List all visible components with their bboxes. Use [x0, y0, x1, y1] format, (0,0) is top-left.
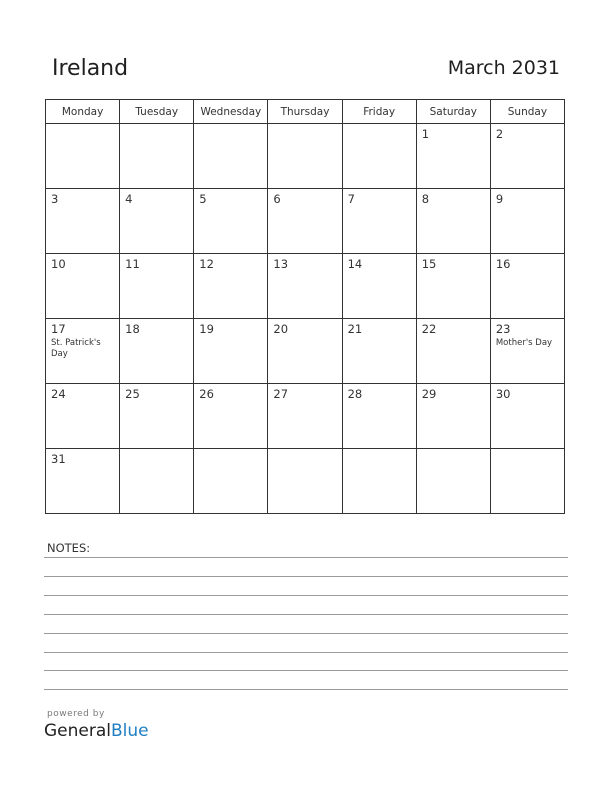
weekday-header: Wednesday	[194, 100, 268, 124]
calendar-day-cell	[416, 189, 490, 254]
day-number: 28	[347, 387, 363, 401]
note-line	[44, 595, 568, 596]
calendar-week-row	[46, 449, 565, 514]
calendar-day-cell	[46, 384, 120, 449]
day-number: 31	[51, 452, 66, 466]
note-line	[44, 633, 568, 634]
day-number: 4	[125, 192, 133, 206]
calendar-day-cell	[490, 124, 564, 189]
holiday-label: Mother's Day	[495, 338, 553, 348]
calendar-week-row	[46, 254, 565, 319]
calendar-week-row	[46, 124, 565, 189]
calendar-day-cell	[490, 189, 564, 254]
calendar-week-row	[46, 384, 565, 449]
calendar-day-cell	[416, 124, 490, 189]
calendar-day-cell	[46, 449, 120, 514]
calendar-day-cell	[120, 254, 194, 319]
calendar-day-cell	[342, 319, 416, 384]
day-number: 10	[51, 257, 66, 271]
note-line	[44, 557, 568, 558]
day-number: 16	[495, 257, 511, 271]
calendar-empty-cell	[46, 124, 120, 189]
day-number: 19	[199, 322, 214, 336]
day-number: 23	[495, 322, 511, 336]
note-line	[44, 652, 568, 653]
weekday-header: Saturday	[416, 100, 490, 124]
weekday-header: Thursday	[268, 100, 342, 124]
calendar-day-cell	[194, 384, 268, 449]
day-number: 26	[199, 387, 214, 401]
day-number: 1	[421, 127, 430, 141]
calendar-day-cell	[46, 254, 120, 319]
calendar-day-cell	[416, 384, 490, 449]
calendar-day-cell	[268, 254, 342, 319]
calendar-day-cell	[268, 189, 342, 254]
day-number: 11	[125, 257, 140, 271]
calendar-day-cell	[416, 319, 490, 384]
calendar-day-cell	[342, 189, 416, 254]
calendar-day-cell	[194, 254, 268, 319]
day-number: 29	[421, 387, 437, 401]
calendar-day-cell	[268, 384, 342, 449]
day-number: 18	[125, 322, 140, 336]
day-number: 30	[495, 387, 511, 401]
calendar-empty-cell	[120, 124, 194, 189]
calendar-day-cell	[416, 254, 490, 319]
day-number: 17	[51, 322, 66, 336]
note-line	[44, 576, 568, 577]
day-number: 22	[421, 322, 437, 336]
weekday-header: Sunday	[490, 100, 564, 124]
day-number: 21	[347, 322, 363, 336]
calendar-empty-cell	[342, 449, 416, 514]
day-number: 15	[421, 257, 437, 271]
day-number: 8	[421, 192, 430, 206]
weekday-header: Monday	[46, 100, 120, 124]
calendar-day-cell	[490, 384, 564, 449]
holiday-label: St. Patrick's Day	[51, 338, 101, 359]
day-number: 20	[273, 322, 289, 336]
brand-general-text: General	[44, 721, 111, 741]
powered-by-text: powered by	[47, 709, 105, 719]
weekday-header: Tuesday	[120, 100, 194, 124]
country-title: Ireland	[52, 56, 129, 81]
calendar-day-cell	[46, 189, 120, 254]
month-year-title: March 2031	[447, 57, 560, 79]
calendar-day-cell	[342, 384, 416, 449]
calendar-day-cell	[342, 254, 416, 319]
day-number: 24	[51, 387, 66, 401]
calendar-empty-cell	[194, 449, 268, 514]
calendar-day-cell	[46, 319, 120, 384]
day-number: 2	[495, 127, 504, 141]
day-number: 5	[199, 192, 207, 206]
calendar-week-row	[46, 319, 565, 384]
calendar-empty-cell	[268, 449, 342, 514]
calendar-empty-cell	[342, 124, 416, 189]
calendar-day-cell	[490, 254, 564, 319]
calendar-empty-cell	[416, 449, 490, 514]
day-number: 25	[125, 387, 140, 401]
calendar-empty-cell	[120, 449, 194, 514]
calendar-day-cell	[268, 319, 342, 384]
weekday-header-row	[46, 100, 565, 124]
day-number: 13	[273, 257, 289, 271]
calendar-grid	[45, 99, 565, 514]
calendar-day-cell	[120, 319, 194, 384]
calendar-day-cell	[194, 319, 268, 384]
notes-label: NOTES:	[47, 541, 91, 555]
day-number: 7	[347, 192, 355, 206]
calendar-week-row	[46, 189, 565, 254]
note-line	[44, 670, 568, 671]
weekday-header: Friday	[342, 100, 416, 124]
day-number: 14	[347, 257, 363, 271]
calendar-empty-cell	[268, 124, 342, 189]
calendar-empty-cell	[490, 449, 564, 514]
calendar-day-cell	[194, 189, 268, 254]
calendar-day-cell	[120, 189, 194, 254]
day-number: 3	[51, 192, 59, 206]
day-number: 27	[273, 387, 289, 401]
calendar-empty-cell	[194, 124, 268, 189]
day-number: 6	[273, 192, 281, 206]
note-line	[44, 614, 568, 615]
calendar-day-cell	[120, 384, 194, 449]
generalblue-logo[interactable]	[44, 721, 149, 741]
day-number: 12	[199, 257, 214, 271]
calendar-day-cell	[490, 319, 564, 384]
note-line	[44, 689, 568, 690]
day-number: 9	[495, 192, 504, 206]
brand-blue-text: Blue	[111, 721, 149, 741]
